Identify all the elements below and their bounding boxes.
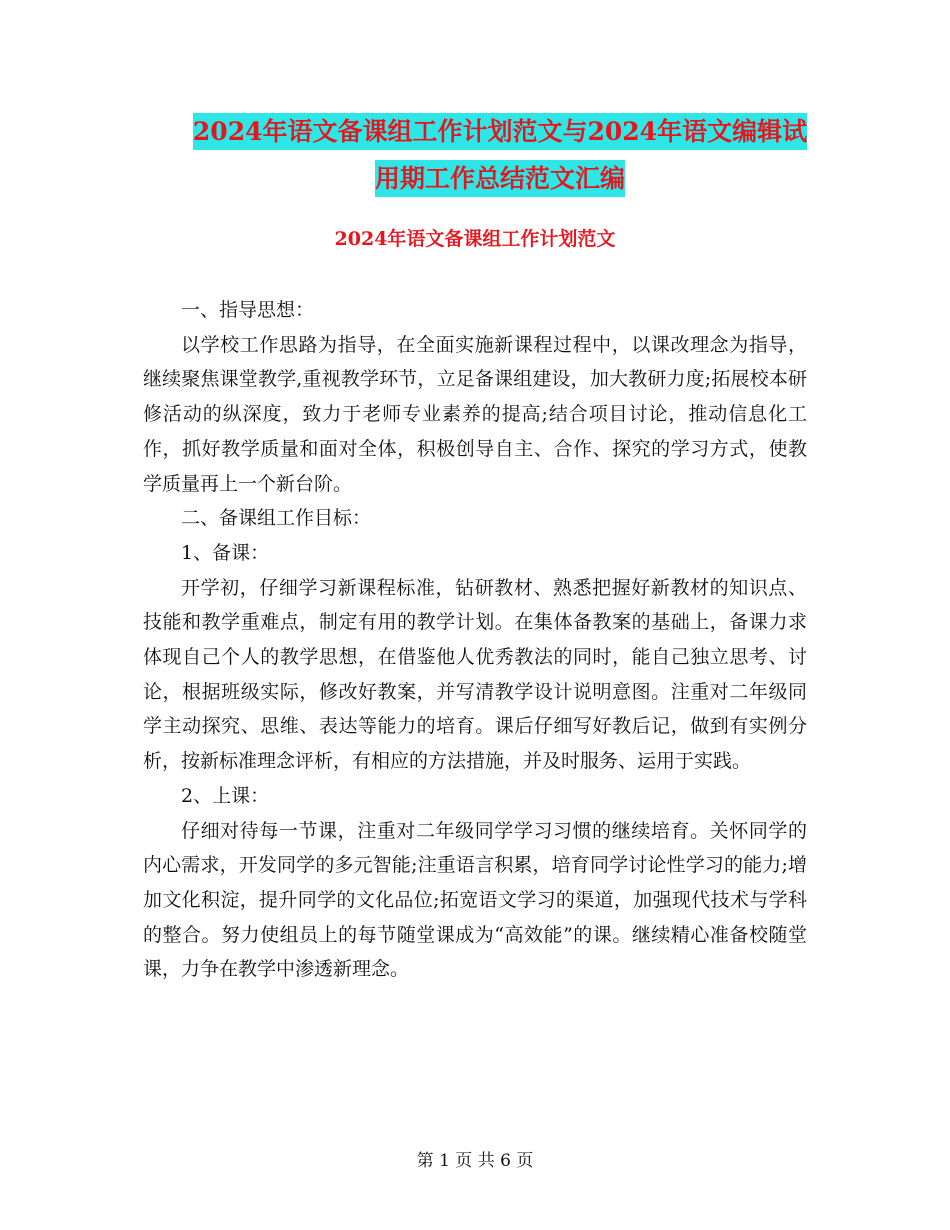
paragraph-teaching: 仔细对待每一节课，注重对二年级同学学习习惯的继续培育。关怀同学的内心需求，开发同学的多元智能;注重语言积累，培育同学讨论性学习的能力;增加文化积淀，提升同学的文化品位;拓宽语文学习的渠道，加强现代技术与学科的整合。努力使组员上的每节随堂课成为“高效能”的课。继续精心准备校随堂课，力争在教学中渗透新理念。 <box>143 819 807 981</box>
document-body <box>143 293 807 987</box>
paragraph-guiding-ideology: 以学校工作思路为指导，在全面实施新课程过程中，以课改理念为指导，继续聚焦课堂教学,重视教学环节，立足备课组建设，加大教研力度;拓展校本研修活动的纵深度，致力于老师专业素养的提高;结合项目讨论，推动信息化工作，抓好教学质量和面对全体，积极创导自主、合作、探究的学习方式，使教学质量再上一个新台阶。 <box>143 333 807 495</box>
document-title-text-2: 用期工作总结范文汇编 <box>375 160 625 197</box>
document-title-text-1: 2024年语文备课组工作计划范文与2024年语文编辑试 <box>193 113 807 150</box>
heading-guiding-ideology: 一、指导思想： <box>181 299 315 321</box>
heading-teaching: 2、上课： <box>181 784 270 807</box>
document-title-line-2 <box>140 159 860 195</box>
paragraph-lesson-prep: 开学初，仔细学习新课程标准，钻研教材、熟悉把握好新教材的知识点、技能和教学重难点，制定有用的教学计划。在集体备教案的基础上，备课力求体现自己个人的教学思想，在借鉴他人优秀教法的同时，能自己独立思考、讨论，根据班级实际，修改好教案，并写清教学设计说明意图。注重对二年级同学主动探究、思维、表达等能力的培育。课后仔细写好教后记，做到有实例分析，按新标准理念评析，有相应的方法措施，并及时服务、运用于实践。 <box>143 576 807 773</box>
page-number-footer: 第 1 页 共 6 页 <box>416 1151 534 1171</box>
heading-lesson-prep: 1、备课： <box>181 541 270 564</box>
section-title: 2024年语文备课组工作计划范文 <box>334 228 616 250</box>
heading-group-goals: 二、备课组工作目标： <box>181 507 372 530</box>
document-title-line-1 <box>140 112 860 148</box>
